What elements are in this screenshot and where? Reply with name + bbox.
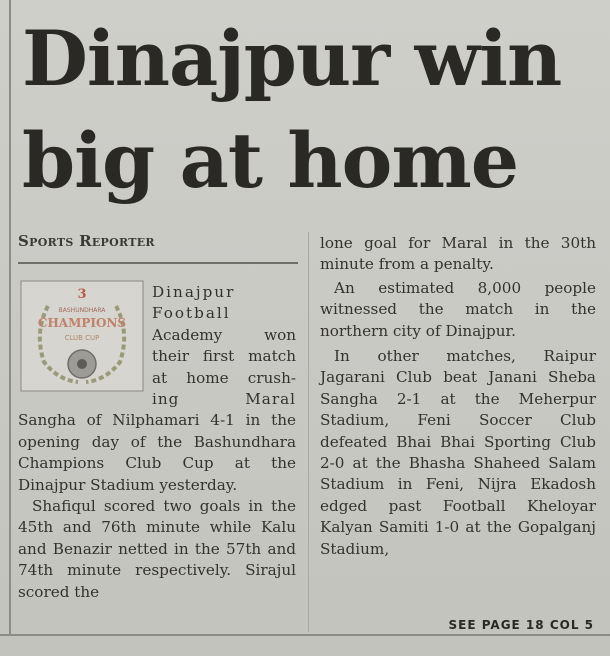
paragraph-4: An estimated 8,000 people witnessed the match in the northern city of Dinajpur. [320, 278, 596, 340]
bottom-border-rule [0, 634, 610, 636]
lead-line: Dinajpur [152, 283, 236, 301]
article-column-right [320, 233, 596, 560]
article-column-left [18, 282, 296, 603]
left-border-rule [9, 0, 11, 634]
byline-rule [18, 262, 298, 264]
lead-line: ing Maral [152, 390, 296, 409]
paragraph-5: In other matches, Raipur Jagarani Club beat Janani Sheba Sangha 2-1 at the Meherpur Stadium, Feni Soccer Club defeated Bhai Bhai Sporting Club 2-0 at the Bhasha Shaheed Salam Stadium in Feni, Nijra Ekadosh edged past Football Kheloyar Kalyan Samiti 1-0 at the Gopalganj Stadium, [320, 347, 596, 558]
column-divider [308, 232, 309, 632]
continuation-note: SEE PAGE 18 COL 5 [448, 618, 594, 632]
headline: Dinajpur win big at home [22, 14, 562, 205]
logo-text-sub: CLUB CUP [64, 334, 100, 342]
paragraph-3: lone goal for Maral in the 30th minute from a penalty. [320, 234, 596, 274]
lead-line: their first match [152, 347, 296, 366]
logo-text-top: BASHUNDHARA [58, 307, 106, 314]
lead-line: Academy won [152, 325, 296, 344]
svg-text:3: 3 [77, 287, 87, 302]
logo-text-main: CHAMPIONS [37, 316, 127, 330]
lead-line: Football [152, 304, 231, 323]
byline: Sports Reporter [18, 232, 155, 250]
paragraph-2: Shafiqul scored two goals in the 45th and 76th minute while Kalu and Benazir netted in the 57th and 74th minute respectively. Sirajul scored the [18, 497, 296, 601]
lead-line: at home crush- [152, 368, 296, 387]
paragraph-1-continued: Sangha of Nilphamari 4-1 in the opening day of the Bashundhara Champions Club Cup at the Dinajpur Stadium yesterday. [18, 411, 296, 494]
wrapped-lead-text [152, 282, 296, 410]
